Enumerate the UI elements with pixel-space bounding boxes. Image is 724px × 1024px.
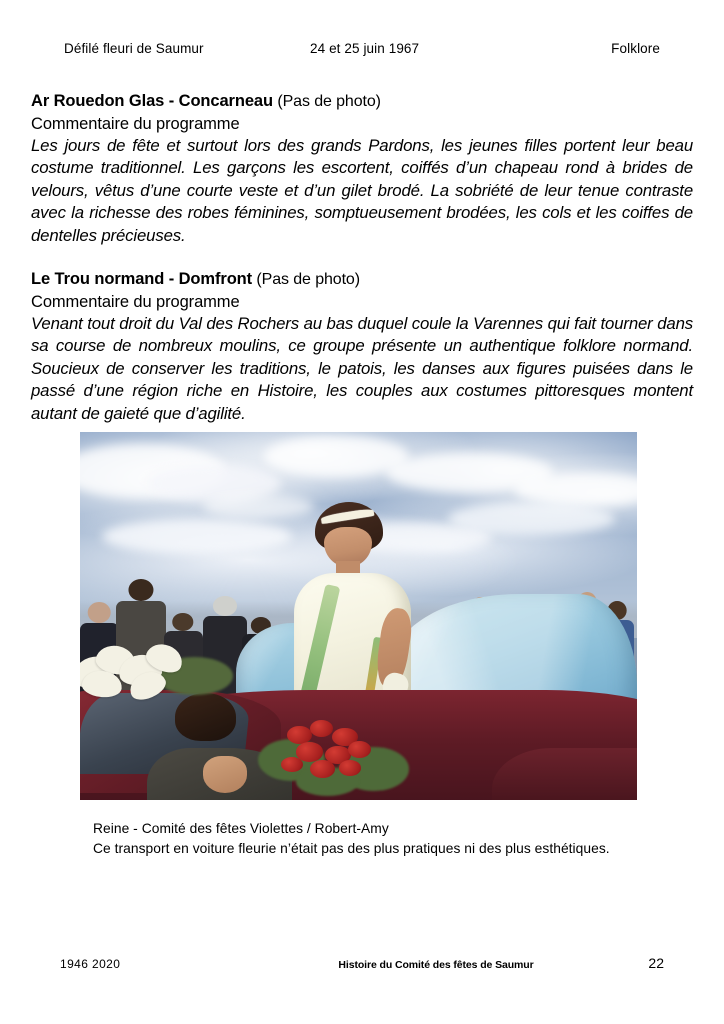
page-number: 22: [648, 955, 664, 971]
photo-scene: [80, 432, 637, 800]
section-subtitle: Commentaire du programme: [31, 293, 240, 312]
section-heading-text: Le Trou normand - Domfront: [31, 270, 253, 289]
rose-flower: [348, 741, 371, 758]
cloud: [102, 519, 291, 554]
page-footer: [60, 955, 664, 973]
section-heading: [31, 268, 693, 291]
crowd-head: [213, 596, 237, 616]
photo-caption: [93, 819, 653, 858]
rose-flower: [339, 760, 361, 775]
page-header: [64, 41, 660, 59]
crowd-head: [172, 613, 193, 631]
section-heading: [31, 90, 693, 113]
caption-line-2: Ce transport en voiture fleurie n’était pas des plus pratiques ni des plus esthétiques.: [93, 840, 610, 856]
rose-flower: [287, 726, 312, 744]
passenger-hand: [203, 756, 248, 793]
car-rear-fender: [492, 748, 637, 800]
footer-year-range: 1946 2020: [60, 957, 121, 971]
document-body: [31, 90, 693, 425]
header-title-left: Défilé fleuri de Saumur: [64, 41, 204, 56]
rose-bouquet: [264, 712, 409, 793]
section-heading-note: (Pas de photo): [252, 271, 360, 289]
section-paragraph: Venant tout droit du Val des Rochers au bas duquel coule la Varennes qui fait tourner dans sa course de nombreux moulins, ce groupe présente un authentique folklore normand. Soucieux de conserver les traditions, le patois, les danses aux figures puisées dans le passé d’une région riche en Histoire, les couples aux costumes pittoresques montent autant de gaieté que d’agilité.: [31, 314, 693, 423]
section-heading-note: (Pas de photo): [273, 93, 381, 110]
rose-flower: [310, 720, 333, 737]
section-ar-rouedon-glas: [31, 90, 693, 247]
header-date-center: 24 et 25 juin 1967: [310, 41, 420, 56]
lily-bouquet: [80, 638, 236, 704]
cloud: [448, 502, 615, 535]
section-subtitle: Commentaire du programme: [31, 115, 240, 133]
section-heading-text: Ar Rouedon Glas - Concarneau: [31, 92, 273, 110]
caption-line-1: Reine - Comité des fêtes Violettes / Robert-Amy: [93, 821, 389, 836]
rose-flower: [310, 760, 335, 778]
footer-book-title: Histoire du Comité des fêtes de Saumur: [338, 959, 534, 971]
section-paragraph: Les jours de fête et surtout lors des grands Pardons, les jeunes filles portent leur beau costume traditionnel. Les garçons les escortent, coiffés d’un chapeau rond à brides de velours, vêtus d’une courte veste et d’un gilet brodé. La sobriété de leur tenue contraste avec la richesse des robes féminines, somptueusement brodées, les cols et les coiffes de dentelles précieuses.: [31, 136, 693, 245]
crowd-head: [88, 602, 111, 623]
header-category-right: Folklore: [611, 41, 660, 56]
section-le-trou-normand: [31, 268, 693, 425]
parade-photograph: [80, 432, 637, 800]
